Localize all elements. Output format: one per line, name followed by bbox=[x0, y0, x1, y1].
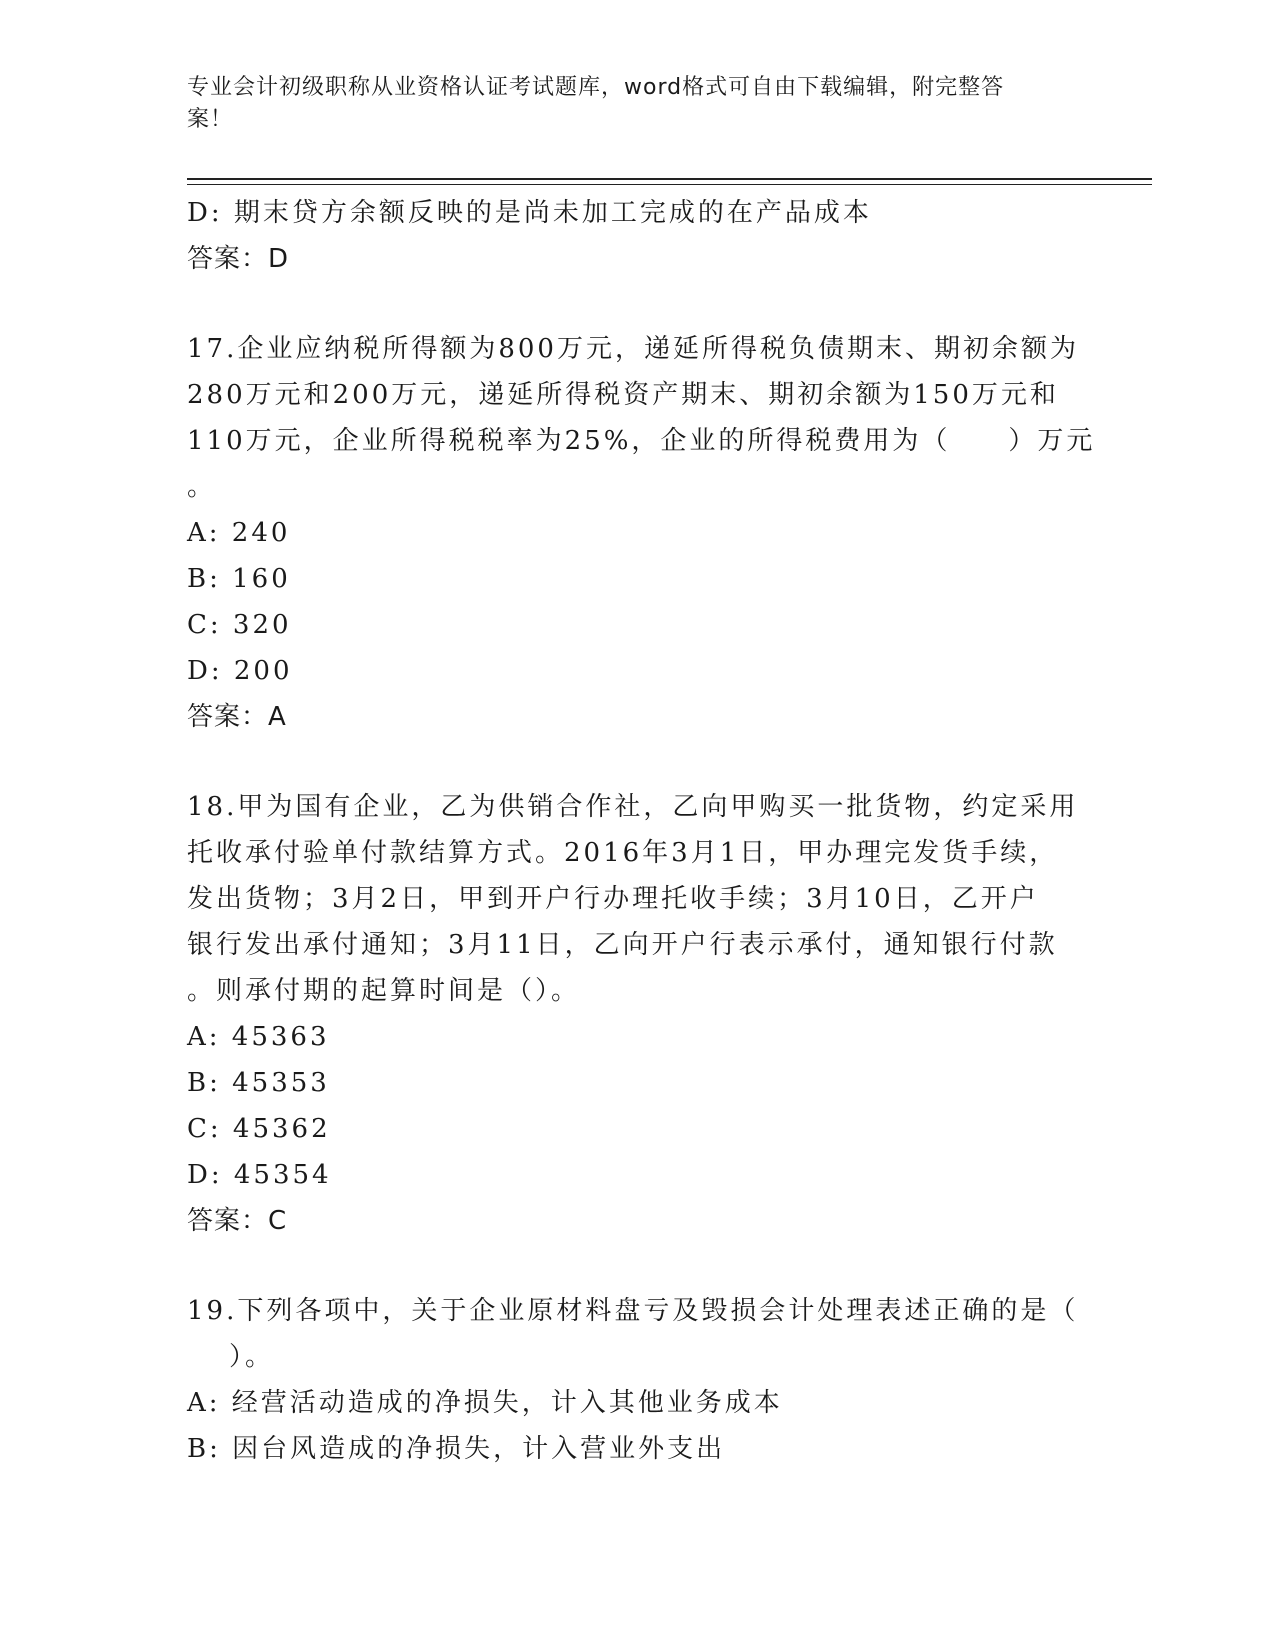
question-17-line-4: 。 bbox=[187, 472, 217, 502]
page-header bbox=[187, 72, 1067, 136]
question-18-option-a: A: 45363 bbox=[187, 1022, 330, 1052]
question-17-option-a: A: 240 bbox=[187, 518, 291, 548]
header-line-2: 案！ bbox=[187, 107, 234, 132]
document-body bbox=[187, 190, 1096, 1472]
question-18-line-2: 托收承付验单付款结算方式。2016年3月1日，甲办理完发货手续， bbox=[187, 838, 1059, 868]
question-17-option-d: D: 200 bbox=[187, 656, 293, 686]
question-19-option-a: A: 经营活动造成的净损失，计入其他业务成本 bbox=[187, 1388, 783, 1418]
question-17 bbox=[187, 326, 1096, 740]
header-divider-thin bbox=[187, 184, 1152, 185]
question-18 bbox=[187, 784, 1087, 1244]
question-17-line-2: 280万元和200万元，递延所得税资产期末、期初余额为150万元和 bbox=[187, 380, 1059, 410]
question-18-line-5: 。则承付期的起算时间是（）。 bbox=[187, 976, 581, 1006]
question-18-option-d: D: 45354 bbox=[187, 1160, 332, 1190]
question-18-line-4: 银行发出承付通知；3月11日，乙向开户行表示承付，通知银行付款 bbox=[187, 930, 1058, 960]
question-17-option-b: B: 160 bbox=[187, 564, 291, 594]
question-17-line-1: 17.企业应纳税所得额为800万元，递延所得税负债期末、期初余额为 bbox=[187, 334, 1079, 364]
question-18-option-c: C: 45362 bbox=[187, 1114, 331, 1144]
question-17-answer: 答案：A bbox=[187, 702, 287, 732]
question-18-option-b: B: 45353 bbox=[187, 1068, 330, 1098]
header-divider-thick bbox=[187, 178, 1152, 180]
question-18-answer: 答案：C bbox=[187, 1206, 288, 1236]
question-17-line-3: 110万元，企业所得税税率为25%，企业的所得税费用为（ ）万元 bbox=[187, 426, 1096, 456]
answer-carryover: 答案：D bbox=[187, 244, 290, 274]
question-19 bbox=[187, 1288, 1087, 1472]
question-17-option-c: C: 320 bbox=[187, 610, 292, 640]
question-18-line-3: 发出货物；3月2日，甲到开户行办理托收手续；3月10日，乙开户 bbox=[187, 884, 1039, 914]
option-d-carryover: D: 期末贷方余额反映的是尚未加工完成的在产品成本 bbox=[187, 198, 872, 228]
header-line-1: 专业会计初级职称从业资格认证考试题库，word格式可自由下载编辑，附完整答 bbox=[187, 75, 1005, 100]
question-19-line-1: 19.下列各项中，关于企业原材料盘亏及毁损会计处理表述正确的是（ bbox=[187, 1296, 1079, 1326]
question-19-option-b: B: 因台风造成的净损失，计入营业外支出 bbox=[187, 1434, 726, 1464]
question-18-line-1: 18.甲为国有企业，乙为供销合作社，乙向甲购买一批货物，约定采用 bbox=[187, 792, 1079, 822]
question-19-line-2: ）。 bbox=[229, 1342, 275, 1372]
